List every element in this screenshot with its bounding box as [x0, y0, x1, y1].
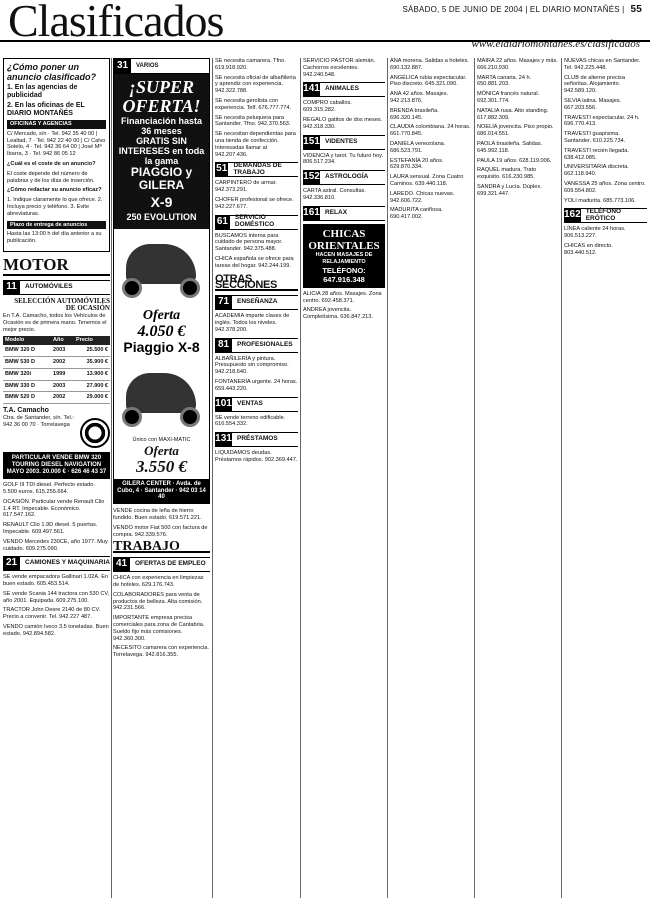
list-item: CLUB de alterne precisa señoritas. Alojamiento. 942.589.120. [564, 74, 625, 95]
list-item: VANESSA 25 años. Zona centro. 609.554.802. [564, 180, 646, 194]
list-item: CLAUDIA colombiana. 24 horas. 661.770.845. [390, 124, 471, 138]
motor-heading: MOTOR [3, 256, 110, 276]
price-block-2 [114, 434, 209, 479]
car-model: BMW 520 D [3, 392, 51, 404]
table-row [3, 368, 110, 380]
list-item: CHOFER profesional se ofrece. 942.227.677. [215, 196, 294, 210]
section-number: 81 [215, 338, 232, 353]
section-header-camiones [3, 556, 110, 571]
table-row [3, 392, 110, 404]
list-item: OCASIÓN. Particular vende Renault Clio 1.4 RT. Impecable. Económico. 617.547.162. [3, 498, 105, 519]
particular-ad-box: PARTICULAR VENDE BMW 320 TOURING DIESEL NAVIGATION MAYO 2003. 20.000 € · 626 46 43 37 [3, 452, 110, 479]
cost-question: ¿Cuál es el coste de un anuncio? [7, 160, 96, 167]
section-header-automoviles [3, 280, 110, 295]
car-price: 29.000 € [74, 392, 110, 404]
list-item: MAIRA 22 años. Masajes y más. 666.210.930. [477, 58, 558, 71]
car-price: 27.900 € [74, 380, 110, 392]
howto-step-1: 1. En las agencias de publicidad [7, 84, 78, 99]
scooter-wheel [180, 278, 200, 298]
column-4 [303, 58, 385, 898]
list-item: ACADEMIA imparte clases de inglés. Todos los niveles. 942.378.200. [215, 313, 290, 333]
section-name: VIDENTES [325, 137, 358, 145]
website-link[interactable]: www.eldiariomontanes.es/clasificados [471, 38, 640, 50]
section-name: CAMIONES Y MAQUINARIA [25, 559, 110, 567]
section-header-ventas [215, 397, 298, 412]
list-item: ESTEFANÍA 20 años. 629.870.334. [390, 157, 444, 171]
car-year: 2003 [51, 345, 74, 356]
section-name: VENTAS [237, 399, 263, 407]
section-number: 51 [215, 162, 228, 177]
section-number: 141 [303, 82, 320, 97]
price-block-1 [114, 305, 209, 358]
howto-step-2: 2. En las oficinas de EL DIARIO MONTAÑÉS [7, 102, 85, 117]
model-sub: 250 EVOLUTION [126, 212, 197, 222]
scooter-image-icon [114, 232, 209, 302]
table-row [3, 356, 110, 368]
date-text: SÁBADO, 5 DE JUNIO DE 2004 | EL DIARIO MONTAÑÉS | [402, 5, 625, 14]
list-item: VENDE cocina de leña de hierro fundido. Buen estado. 619.571.221. [113, 508, 202, 521]
scooter-wheel [122, 407, 142, 427]
gilera-center-bar: GILERA CENTER · Avda. de Cubo, 4 · Santander · 942 03 14 40 [114, 479, 209, 503]
list-item: LAURA sensual. Zona Cuatro Caminos. 639.440.118. [390, 174, 464, 187]
list-item: LAREDO. Chicas nuevas. 942.606.722. [390, 190, 455, 204]
section-header-telefono-erotico [564, 208, 647, 223]
section-header-animales [303, 82, 385, 97]
section-name: AUTOMÓVILES [25, 283, 73, 291]
list-item: VIDENCIA y tarot. Tu futuro hoy. 806.517.234. [303, 152, 384, 166]
list-item: PAULA 19 años. 628.119.006. [477, 157, 552, 164]
section-number: 61 [215, 215, 230, 230]
list-item: ALBAÑILERÍA y pintura. Presupuesto sin compromiso. 942.218.640. [215, 355, 289, 376]
dealer-intro: En T.A. Camacho, todos los Vehículos de Ocasión es de primera mano. Tenemos el mejor precio. [3, 312, 107, 333]
list-item: BRENDA brasileña. 696.320.145. [390, 107, 439, 121]
scooter-image-icon [114, 361, 209, 431]
tips-question: ¿Cómo redactar su anuncio eficaz? [7, 187, 102, 194]
section-header-varios [114, 59, 209, 74]
list-item: ANDREA jovencita. Completísima. 636.847.213. [303, 307, 373, 321]
trabajo-heading: TRABAJO [113, 544, 210, 553]
section-number: 162 [564, 208, 581, 223]
offer-label: Oferta [144, 442, 179, 458]
cars-table [3, 336, 110, 404]
tips-answer: 1. Indique claramente lo que ofrece. 2. Incluya precio y teléfono. 3. Evite abreviaturas. [7, 197, 103, 217]
table-row [3, 345, 110, 356]
section-name: ANIMALES [325, 85, 359, 93]
section-number: 101 [215, 397, 232, 412]
scooter-ad [113, 58, 210, 504]
howto-title: ¿Cómo poner un anuncio clasificado? [7, 62, 97, 82]
list-item: ANGÉLICA rubia espectacular. Piso discreto. 645.321.090. [390, 74, 467, 88]
list-item: CARPINTERO de armar. 942.373.291. [215, 180, 277, 194]
chicas-phone: TELÉFONO: 647.916.348 [322, 265, 366, 284]
list-item: VENDO camión Iveco 3.5 toneladas. Buen estado. 942.894.582. [3, 624, 109, 637]
section-number: 21 [3, 556, 20, 571]
offer-price: 3.550 € [136, 456, 187, 476]
scooter-wheel [180, 407, 200, 427]
list-item: PAOLA brasileña. Salidas. 645.992.118. [477, 140, 543, 154]
list-item: ALICIA 28 años. Masajes. Zona centro. 692.458.371. [303, 290, 382, 304]
list-item: LIQUIDAMOS deudas. Préstamos rápidos. 902.369.447. [215, 450, 298, 463]
financing-text: Financiación hasta 36 meses [120, 116, 203, 136]
section-name: OFERTAS DE EMPLEO [135, 560, 206, 568]
list-item: TRACTOR John Deere 2140 de 80 CV. Precio a convenir. Tel. 942 227 487. [3, 607, 101, 621]
list-item: TRAVESTI recién llegada. 638.412.085. [564, 147, 629, 161]
list-item: CHICA española se ofrece para tareas del hogar. 942.244.199. [215, 255, 294, 269]
list-item: TRAVESTI guapísima. Santander. 610.225.734. [564, 131, 626, 144]
list-item: ANA 42 años. Masajes. 942.213.876. [390, 91, 449, 104]
column-ad [113, 58, 210, 898]
col-header-price: Precio [74, 336, 110, 345]
list-item: IMPORTANTE empresa precisa comerciales para zona de Cantabria. Sueldo fijo más comisiones. 942.360.300. [113, 615, 205, 642]
section-number: 11 [3, 280, 20, 295]
list-item: SILVIA latina. Masajes. 667.203.556. [564, 97, 622, 111]
section-header-ensenanza [215, 295, 298, 310]
dealer-name: T.A. Camacho [3, 407, 49, 415]
list-item: SE vende terreno edificable. 616.554.332. [215, 414, 286, 428]
section-header-astrologia [303, 170, 385, 185]
list-item: FONTANERÍA urgente. 24 horas. 659.443.220. [215, 378, 298, 392]
car-year: 2002 [51, 356, 74, 368]
model-x9 [116, 195, 207, 225]
free-text: GRATIS SIN INTERESES en toda la gama [118, 136, 205, 166]
list-item: NUEVAS chicas en Santander. Tel. 942.225.448. [564, 58, 641, 71]
list-item: REGALO gatitos de dos meses. 942.318.330. [303, 116, 383, 130]
list-item: BUSCAMOS interna para cuidado de persona mayor. Santander. 942.375.488. [215, 232, 283, 253]
list-item: NATALIA rusa. Alto standing. 617.882.309. [477, 107, 549, 121]
offices-list: C/ Mercado, s/n · Tel. 942 35 40 00 | Lealtad, 7 · Tel. 942 22 40 00 | C/ Calvo Sotelo, 4 · Tel. 942 36 64 00 | José Mª Ibarra, 3 · Tel. 942 86 05 12 [7, 130, 106, 158]
chicas-subtitle: HACEN MASAJES DE RELAJAMIENTO [315, 251, 373, 265]
section-number: 71 [215, 295, 232, 310]
table-row [3, 380, 110, 392]
section-name: PROFESIONALES [237, 340, 293, 348]
section-number: 31 [114, 59, 131, 74]
chicas-ad-box [303, 224, 385, 288]
section-name: ASTROLOGÍA [325, 173, 369, 181]
section-header-ofertas-empleo [113, 557, 210, 572]
offer-label: Oferta [142, 308, 181, 323]
section-number: 152 [303, 170, 320, 185]
car-model: BMW 530 D [3, 356, 51, 368]
column-7 [564, 58, 647, 898]
chicas-title: CHICAS ORIENTALES [308, 227, 380, 252]
section-header-domestico [215, 215, 298, 230]
list-item: YOLI madurita. 685.773.106. [564, 197, 636, 204]
list-item: CHICAS en directo. 803.440.512. [564, 242, 613, 256]
list-item: COLABORADORES para venta de productos de belleza. Alta comisión. 942.231.566. [113, 591, 203, 612]
col-header-year: Año [51, 336, 74, 345]
section-header-demandas [215, 162, 298, 177]
offer-price: 4.050 € [137, 323, 186, 340]
list-item: NOELIA jovencita. Piso propio. 686.014.551. [477, 124, 554, 138]
list-item: CHICA con experiencia en limpiezas de hoteles. 629.176.743. [113, 575, 204, 588]
section-header-relax [303, 206, 385, 221]
car-price: 13.900 € [74, 368, 110, 380]
list-item: SE necesita peluquera para Santander. Tfno. 942.370.563. [215, 114, 291, 128]
section-name: DEMANDAS DE TRABAJO [233, 162, 282, 176]
section-name: VARIOS [136, 62, 159, 69]
column-divider [387, 58, 388, 898]
scooter-wheel [122, 278, 142, 298]
column-3 [215, 58, 298, 898]
howto-box [3, 58, 110, 252]
list-item: SANDRA y Lucía. Dúplex. 699.321.447. [477, 183, 542, 197]
list-item: VENDO Mercedes 230CE, año 1977. Muy cuidado. 609.275.090. [3, 538, 108, 552]
section-number: 151 [303, 135, 320, 150]
bmw-logo-icon [80, 418, 110, 448]
list-item: RENAULT Clio 1.9D diesel. 5 puertas. Impecable. 609.497.561. [3, 522, 98, 535]
dealer-block [3, 408, 110, 448]
page-number: 55 [630, 4, 642, 15]
section-name: ENSEÑANZA [237, 298, 278, 306]
deadline-text: Hasta las 13:00 h del día anterior a su publicación. [7, 231, 102, 245]
column-5 [390, 58, 472, 898]
list-item: GOLF III TDI diesel. Perfecto estado. 5.500 euros. 615.255.664. [3, 482, 95, 495]
super-oferta: ¡SUPER OFERTA! [122, 77, 201, 116]
maxi-matic-text: Único con MAXI-MATIC [132, 437, 191, 443]
list-item: ANA morena. Salidas a hoteles. 690.132.887. [390, 58, 469, 71]
section-name: SERVICIO DOMÉSTICO [234, 214, 275, 229]
car-year: 2003 [51, 380, 74, 392]
column-divider [474, 58, 475, 898]
list-item: TRAVESTI espectacular. 24 h. 696.770.413. [564, 114, 640, 128]
col-header-model: Modelo [3, 336, 51, 345]
list-item: MARTA canaria. 24 h. 650.881.203. [477, 74, 532, 88]
column-6 [477, 58, 559, 898]
column-divider [300, 58, 301, 898]
list-item: VENDO motor Fiat 500 con factura de compra. 942.339.576. [113, 524, 208, 538]
section-name: PRÉSTAMOS [237, 435, 278, 443]
offices-bar: OFICINAS Y AGENCIAS [7, 120, 106, 129]
section-name: RELAX [325, 208, 348, 216]
list-item: RAQUEL madura. Trato exquisito. 616.230.985. [477, 167, 537, 181]
car-price: 35.900 € [74, 356, 110, 368]
otras-secciones-heading: OTRAS SECCIONES [215, 276, 298, 292]
list-item: MADURITA cariñosa. 690.417.002. [390, 207, 443, 221]
column-motor [3, 58, 110, 898]
dealer-address: Ctra. de Santander, s/n. Tel.: 942 36 00 70 · Torrelavega [3, 414, 74, 428]
section-header-profesionales [215, 338, 298, 353]
car-year: 2002 [51, 392, 74, 404]
list-item: SE necesita camarera. Tfno. 619.918.920. [215, 58, 286, 71]
model-name: X-9 [150, 194, 173, 210]
car-model: BMW 330 D [3, 380, 51, 392]
section-number: 131 [215, 432, 232, 447]
list-item: DANIELA venezolana. 686.523.791. [390, 140, 446, 154]
car-model: BMW 320 D [3, 345, 51, 356]
list-item: SERVICIO PASTOR alemán. Cachorros excelentes. 942.240.548. [303, 58, 376, 78]
column-divider [212, 58, 213, 898]
list-item: MÓNICA francés natural. 692.301.774. [477, 91, 540, 104]
list-item: NECESITO camarera con experiencia. Torrelavega. 942.816.355. [113, 645, 209, 659]
car-year: 1999 [51, 368, 74, 380]
list-item: SE vende Scania 144 tractora con 530 CV, año 2001. Equipada. 609.275.100. [3, 590, 110, 604]
list-item: CARTA astral. Consultas. 942.336.810. [303, 188, 366, 201]
list-item: SE necesitan dependientas para una tienda de confección. Interesadas llamar al 942.207.436. [215, 131, 296, 158]
car-model: BMW 320i [3, 368, 51, 380]
section-number: 41 [113, 557, 130, 572]
deadline-bar: Plazo de entrega de anuncios [7, 221, 106, 230]
model-x8: Piaggio X-8 [123, 339, 200, 355]
list-item: SE vende empacadora Gallinari 1.02A. En buen estado. 605.453.514. [3, 574, 109, 588]
dateline [402, 4, 642, 15]
column-divider [561, 58, 562, 898]
column-divider [111, 58, 112, 898]
car-price: 25.500 € [74, 345, 110, 356]
promo-block [114, 74, 209, 229]
list-item: UNIVERSITARIA discreta. 662.118.940. [564, 164, 629, 178]
section-header-videntes [303, 135, 385, 150]
seleccion-title: SELECCIÓN AUTOMÓVILES DE OCASIÓN [14, 296, 110, 313]
cost-answer: El coste depende del número de palabras y de los días de inserción. [7, 170, 95, 184]
list-item: SE necesita gerolista con experiencia. Telf. 676.777.774. [215, 97, 292, 111]
list-item: SE necesita oficial de albañilería y aprendiz con experiencia. 942.322.788. [215, 74, 296, 95]
section-number: 161 [303, 206, 320, 221]
section-title: Clasificados [8, 0, 224, 46]
list-item: COMPRO caballos. 609.315.282. [303, 100, 352, 114]
list-item: LÍNEA caliente 24 horas. 906.513.227. [564, 226, 626, 240]
section-header-prestamos [215, 432, 298, 447]
section-name: TELÉFONO ERÓTICO [585, 208, 622, 222]
brand-text: PIAGGIO y GILERA [130, 165, 193, 192]
